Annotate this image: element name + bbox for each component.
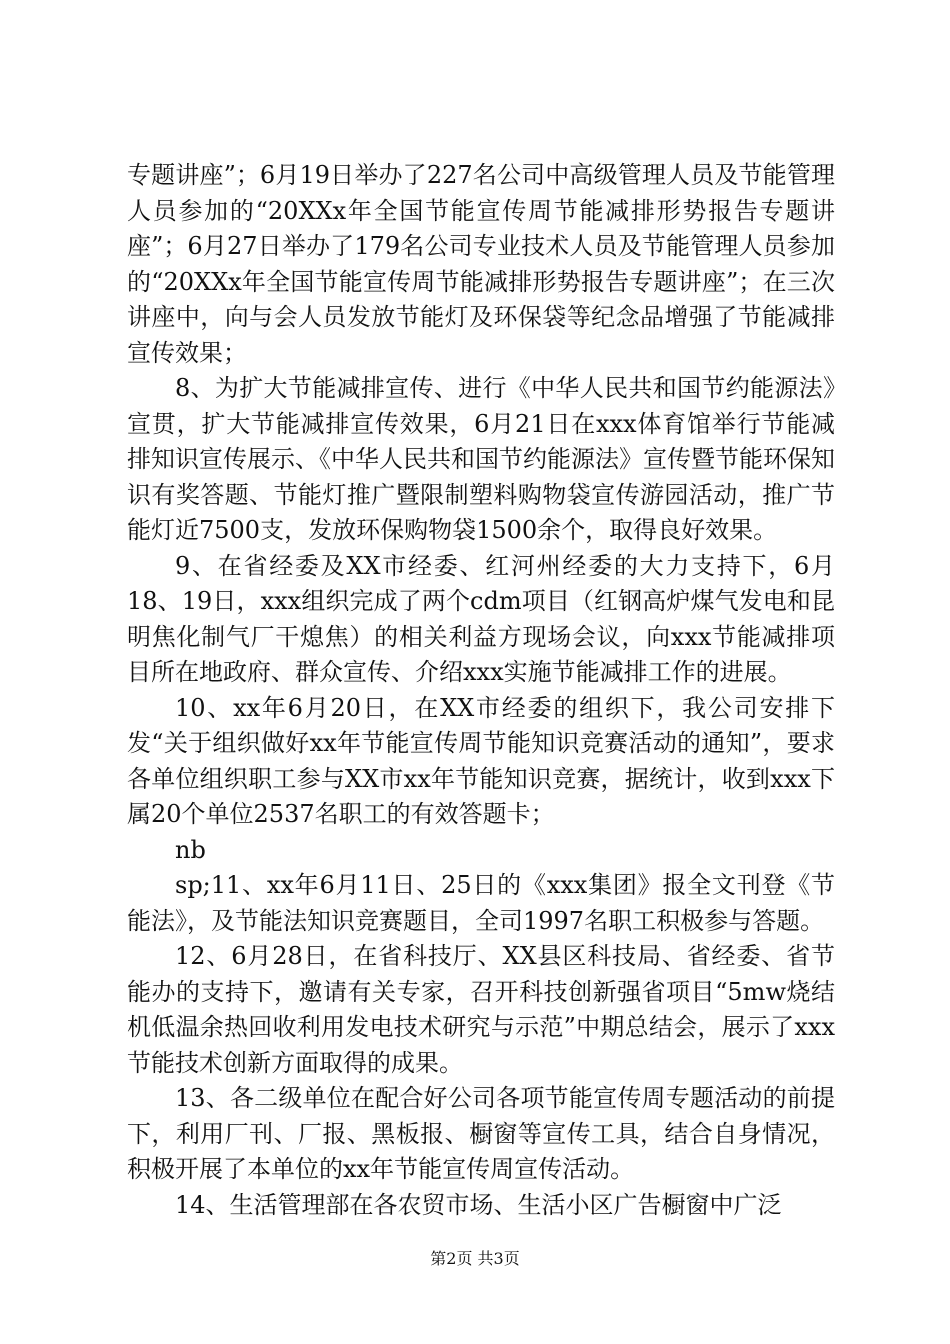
paragraph-item-14: 14、生活管理部在各农贸市场、生活小区广告橱窗中广泛 bbox=[175, 1190, 782, 1219]
paragraph-item-8: 8、为扩大节能减排宣传、进行《中华人民共和国节约能源法》宣贯，扩大节能减排宣传效果，6月21日在xxx体育馆举行节能减排知识宣传展示、《中华人民共和国节约能源法》宣传暨节能环保知识有奖答题、节能灯推广暨限制塑料购物袋宣传游园活动，推广节能灯近7500支，发放环保购物袋1500余个，取得良好效果。 bbox=[127, 374, 835, 544]
paragraph-item-13: 13、各二级单位在配合好公司各项节能宣传周专题活动的前提下，利用厂刊、厂报、黑板报、橱窗等宣传工具，结合自身情况，积极开展了本单位的xx年节能宣传周宣传活动。 bbox=[127, 1084, 835, 1183]
paragraph-item-12: 12、6月28日，在省科技厅、XX县区科技局、省经委、省节能办的支持下，邀请有关专家，召开科技创新强省项目“5mw烧结机低温余热回收利用发电技术研究与示范”中期总结会，展示了xxx节能技术创新方面取得的成果。 bbox=[127, 942, 835, 1077]
paragraph-item-10: 10、xx年6月20日，在XX市经委的组织下，我公司安排下发“关于组织做好xx年节能宣传周节能知识竞赛活动的通知”，要求各单位组织职工参与XX市xx年节能知识竞赛，据统计，收到xxx下属20个单位2537名职工的有效答题卡； bbox=[127, 693, 835, 828]
paragraph-item-11: sp;11、xx年6月11日、25日的《xxx集团》报全文刊登《节能法》，及节能法知识竞赛题目，全司1997名职工积极参与答题。 bbox=[127, 871, 835, 935]
page-number-footer: 第2页 共3页 bbox=[430, 1249, 520, 1268]
paragraph-item-9: 9、在省经委及XX市经委、红河州经委的大力支持下，6月18、19日，xxx组织完成了两个cdm项目（红钢高炉煤气发电和昆明焦化制气厂干熄焦）的相关利益方现场会议，向xxx节能减排项目所在地政府、群众宣传、介绍xxx实施节能减排工作的进展。 bbox=[127, 551, 835, 686]
document-body bbox=[127, 158, 835, 1223]
paragraph-continuation: 专题讲座”；6月19日举办了227名公司中高级管理人员及节能管理人员参加的“20XXx年全国节能宣传周节能减排形势报告专题讲座”；6月27日举办了179名公司专业技术人员及节能管理人员参加的“20XXx年全国节能宣传周节能减排形势报告专题讲座”；在三次讲座中，向与会人员发放节能灯及环保袋等纪念品增强了节能减排宣传效果； bbox=[127, 161, 835, 367]
paragraph-fragment: nb bbox=[175, 835, 206, 864]
